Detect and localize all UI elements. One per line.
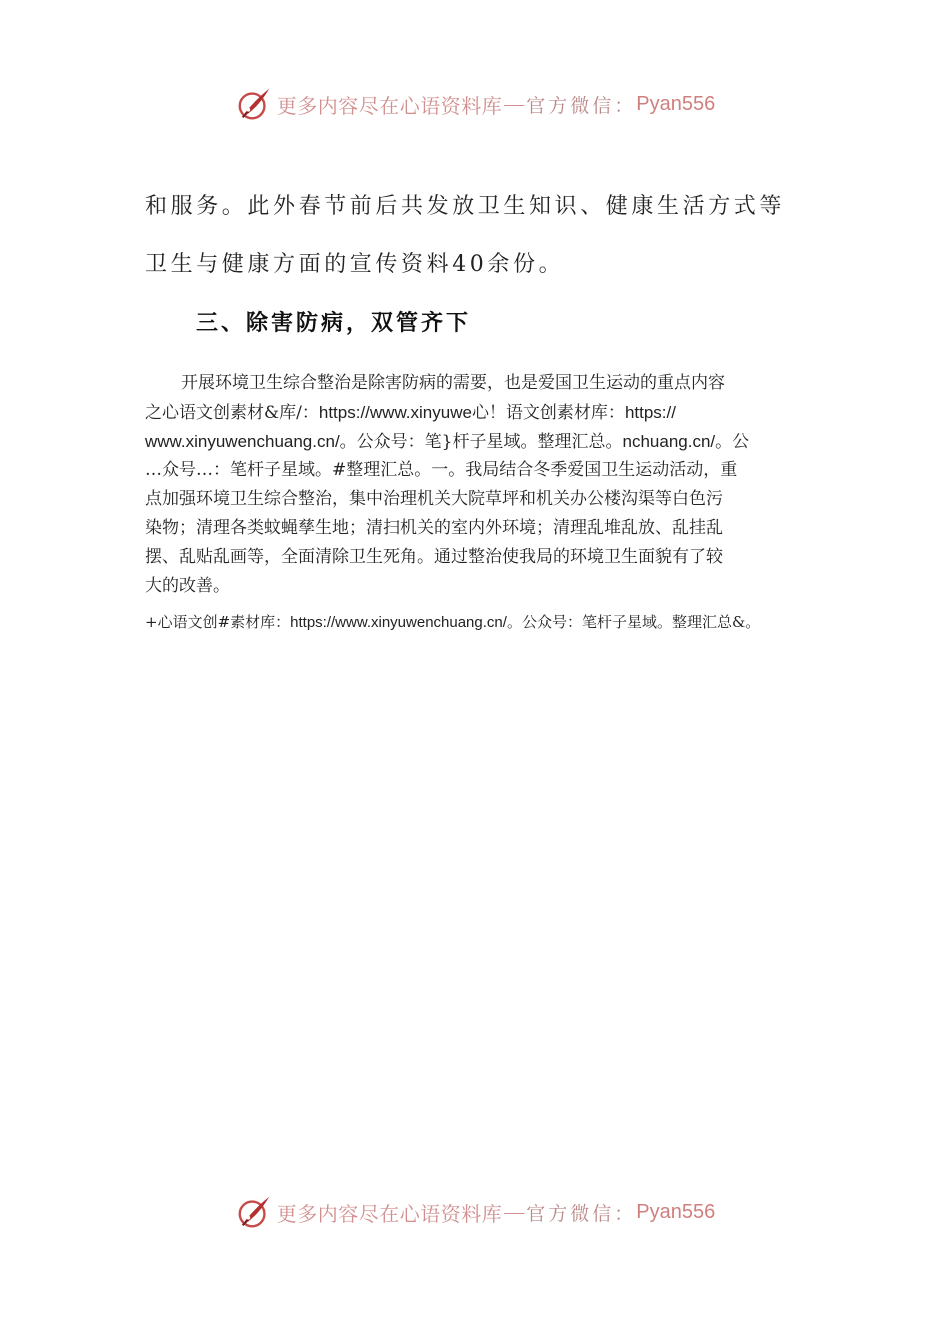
body-paragraph bbox=[145, 369, 810, 601]
body-line-2-a: 之心语文创素材&库/： bbox=[145, 403, 319, 423]
body-link-3: www.xinyuwenchuang.cn/ bbox=[145, 432, 340, 451]
banner-wechat-id: Pyan556 bbox=[636, 92, 716, 115]
banner-text: 更多内容尽在心语资料库 bbox=[276, 93, 503, 118]
note-a: +心语文创#素材库： bbox=[145, 613, 291, 631]
note-c: 。公众号：笔杆子星域。整理汇总&。 bbox=[506, 613, 761, 631]
body-line-3 bbox=[145, 427, 810, 456]
banner-dash: — bbox=[504, 92, 525, 115]
intro-line-2: 卫生与健康方面的宣传资料40余份。 bbox=[145, 252, 565, 277]
intro-line-1: 和服务。此外春节前后共发放卫生知识、健康生活方式等 bbox=[145, 194, 786, 219]
banner-wechat-label: 官方微信： bbox=[526, 94, 637, 117]
quill-pen-logo-icon bbox=[235, 85, 273, 123]
body-line-7: 摆、乱贴乱画等，全面清除卫生死角。通过整治使我局的环境卫生面貌有了较 bbox=[145, 547, 723, 567]
section-heading: 三、除害防病，双管齐下 bbox=[196, 311, 472, 336]
body-line-5: 点加强环境卫生综合整治，集中治理机关大院草坪和机关办公楼沟渠等白色污 bbox=[145, 489, 723, 509]
banner-dash: — bbox=[504, 1200, 525, 1223]
body-link-4: nchuang.cn/ bbox=[622, 432, 716, 451]
banner-wechat-id: Pyan556 bbox=[636, 1200, 716, 1223]
body-line-8: 大的改善。 bbox=[145, 576, 230, 596]
body-line-2 bbox=[145, 398, 810, 427]
body-line-3-b: 。公众号：笔}杆子星域。整理汇总。 bbox=[339, 432, 623, 452]
body-link-1: https://www.xinyuwe bbox=[318, 403, 472, 422]
body-line-6: 染物；清理各类蚊蝇孳生地；清扫机关的室内外环境；清理乱堆乱放、乱挂乱 bbox=[145, 518, 723, 538]
banner-wechat-label: 官方微信： bbox=[526, 1202, 637, 1225]
body-line-2-c: 心！语文创素材库： bbox=[471, 403, 625, 423]
note-link: https://www.xinyuwenchuang.cn/ bbox=[290, 614, 507, 631]
body-line-1: 开展环境卫生综合整治是除害防病的需要，也是爱国卫生运动的重点内容 bbox=[181, 373, 725, 393]
quill-pen-logo-icon bbox=[235, 1193, 273, 1231]
header-banner bbox=[0, 82, 950, 126]
banner-text: 更多内容尽在心语资料库 bbox=[276, 1201, 503, 1226]
watermark-note bbox=[145, 611, 760, 632]
body-line-3-d: 。公 bbox=[715, 432, 750, 452]
body-link-2: https:// bbox=[624, 403, 676, 422]
body-line-4: …众号…：笔杆子星域。#整理汇总。一。我局结合冬季爱国卫生运动活动，重 bbox=[145, 460, 738, 480]
footer-banner bbox=[0, 1190, 950, 1234]
